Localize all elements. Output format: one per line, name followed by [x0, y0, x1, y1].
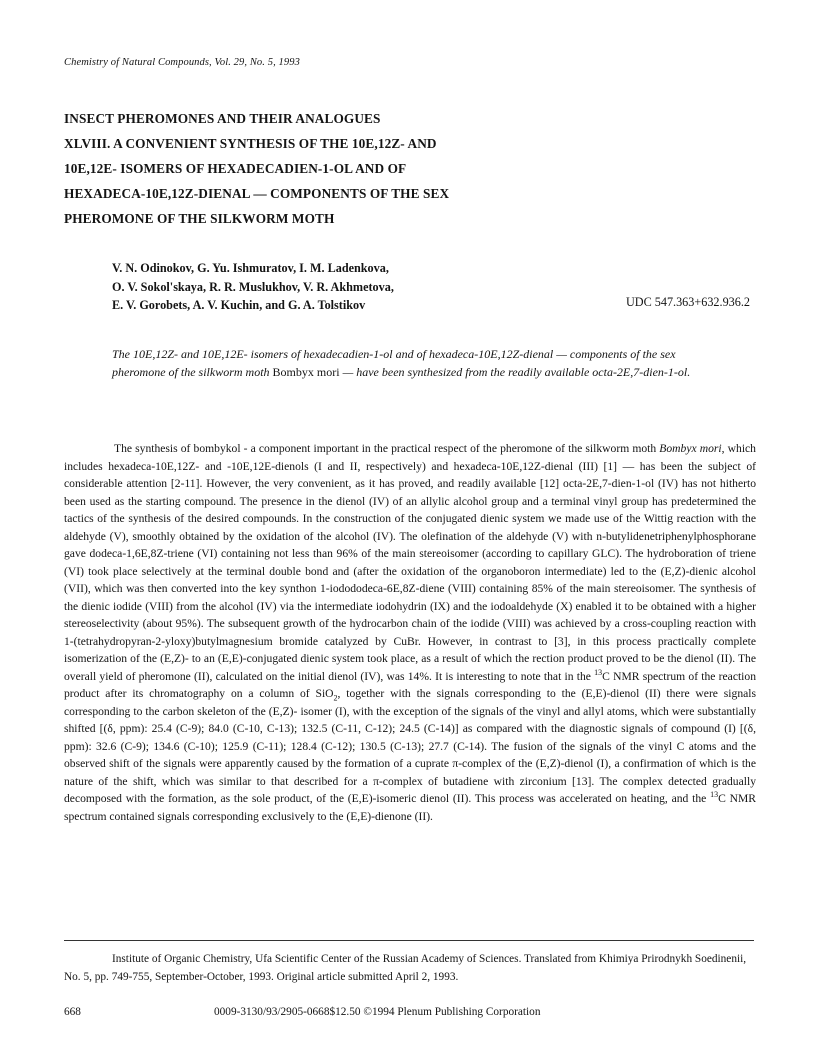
formula-subscript: 2 [333, 693, 338, 703]
abstract-text: — have been synthesized from the readily available octa-2E,7-dien-1-ol. [339, 364, 691, 379]
abstract [112, 346, 712, 381]
affiliation-footnote: Institute of Organic Chemistry, Ufa Scientific Center of the Russian Academy of Sciences. Translated from Khimiya Prirodnykh Soedinenii, No. 5, pp. 749-755, September-October, 1993. Original article submitted April 2, 1993. [64, 953, 747, 983]
author-line: E. V. Gorobets, A. V. Kuchin, and G. A. Tolstikov [112, 298, 366, 312]
body-text: C NMR spectrum contained signals corresponding exclusively to the (E,E)-dienone (II). [64, 792, 757, 823]
title-line: INSECT PHEROMONES AND THEIR ANALOGUES [64, 111, 381, 126]
body-text: , which includes hexadeca-10E,12Z- and -10E,12E-dienols (I and II, respectively) and hexadeca-10E,12Z-dienal (III) [1] — has been the subject of considerable attention [2-11]. However, the very convenient, as it has proved, and readily available [12] octa-2E,7-dien-1-ol (IV) has not hitherto been used as the starting compound. The presence in the dienol (IV) of an allylic alcohol group and a terminal vinyl group has predetermined the tactics of the synthesis of the desired compounds. In the construction of the conjugated dienic system we made use of the Wittig reaction with the aldehyde (V), smoothly obtained by the oxidation of the alcohol (IV). The olefination of the aldehyde (V) with n-butylidenetriphenylphosphorane gave dodeca-1,6E,8Z-triene (VI) containing not less than 96% of the main stereoisomer (according to capillary GLC). The hydroboration of triene (VI) took place selectively at the terminal double bond and (after the oxidation of the organoboron intermediate) led to the (E,Z)-dienic alcohol (VII), which was then converted into the key synthon 1-iodododeca-6E,8Z-diene (VIII) containing 85% of the main stereoisomer. The synthesis of the dienic iodide (VIII) from the alcohol (IV) via the intermediate iodohydrin (IX) and the iodoaldehyde (X) enabled it to be obtained with a higher stereoselectivity (about 95%). The subsequent growth of the hydrocarbon chain of the iodide (VIII) was achieved by a cross-coupling reaction with 1-(tetrahydropyran-2-yloxy)butylmagnesium bromide catalyzed by CuBr. However, in contrast to [3], in this process practically complete isomerization of the (E,Z)- to an (E,E)-conjugated dienic system took place, as a result of which the rection product proved to be the dienol (II). The overall yield of pheromone (II), calculated on the initial dienol (IV), was 14%. It is interesting to note that in the [64, 442, 756, 683]
article-title [64, 106, 764, 231]
body-text: , together with the signals corresponding to the (E,E)-dienol (II) there were signals corresponding to the carbon skeleton of the (E,Z)- isomer (I), with the exception of the signals of the vinyl and allyl atoms, which were substantially shifted [(δ, ppm): 25.4 (C-9); 84.0 (C-10, C-13); 132.5 (C-11, C-12); 24.5 (C-14)] as compared with the diagnostic signals of compound (I) [(δ, ppm): 32.6 (C-9); 134.6 (C-10); 125.9 (C-11); 128.4 (C-12); 130.5 (C-13); 27.7 (C-14). The fusion of the signals of the vinyl C atoms and the observed shift of the signals were apparently caused by the formation of a cuprate π-complex of the (E,Z)-dienol (I), a confirmation of which is the nature of the shift, which was similar to that described for a π-complex of butadiene with zirconium [13]. The complex detected gradually decomposed with the formation, as the sole product, of the (E,E)-isomeric dienol (II). This process was accelerated on heating, and the [64, 687, 757, 805]
author-list [112, 259, 394, 315]
abstract-species: Bombyx mori [272, 364, 340, 379]
body-text: C NMR spectrum of the reaction product after its chromatography on a column of SiO [64, 669, 756, 700]
copyright-line: 0009-3130/93/2905-0668$12.50 ©1994 Plenum Publishing Corporation [214, 1006, 541, 1018]
title-line: 10E,12E- ISOMERS OF HEXADECADIEN-1-OL AND OF [64, 161, 407, 176]
footnote-divider [64, 940, 754, 941]
udc-code: UDC 547.363+632.936.2 [625, 295, 750, 309]
title-line: XLVIII. A CONVENIENT SYNTHESIS OF THE 10E,12Z- AND [64, 136, 437, 151]
isotope-superscript: 13 [710, 790, 719, 800]
title-line: HEXADECA-10E,12Z-DIENAL — COMPONENTS OF THE SEX [64, 186, 450, 201]
body-text: The synthesis of bombykol - a component important in the practical respect of the pheromone of the silkworm moth [114, 442, 660, 455]
body-species: Bombyx mori [659, 442, 722, 455]
author-line: O. V. Sokol'skaya, R. R. Muslukhov, V. R. Akhmetova, [112, 279, 394, 294]
journal-citation: Chemistry of Natural Compounds, Vol. 29, No. 5, 1993 [64, 57, 300, 68]
body-paragraph [64, 440, 756, 825]
abstract-text: The 10E,12Z- and 10E,12E- isomers of hexadecadien-1-ol and of hexadeca-10E,12Z-dienal — components of the sex pheromone of the silkworm moth [112, 347, 676, 379]
title-line: PHEROMONE OF THE SILKWORM MOTH [64, 211, 335, 226]
isotope-superscript: 13 [594, 667, 603, 677]
author-line: V. N. Odinokov, G. Yu. Ishmuratov, I. M. Ladenkova, [112, 261, 389, 275]
page-number: 668 [64, 1006, 81, 1018]
